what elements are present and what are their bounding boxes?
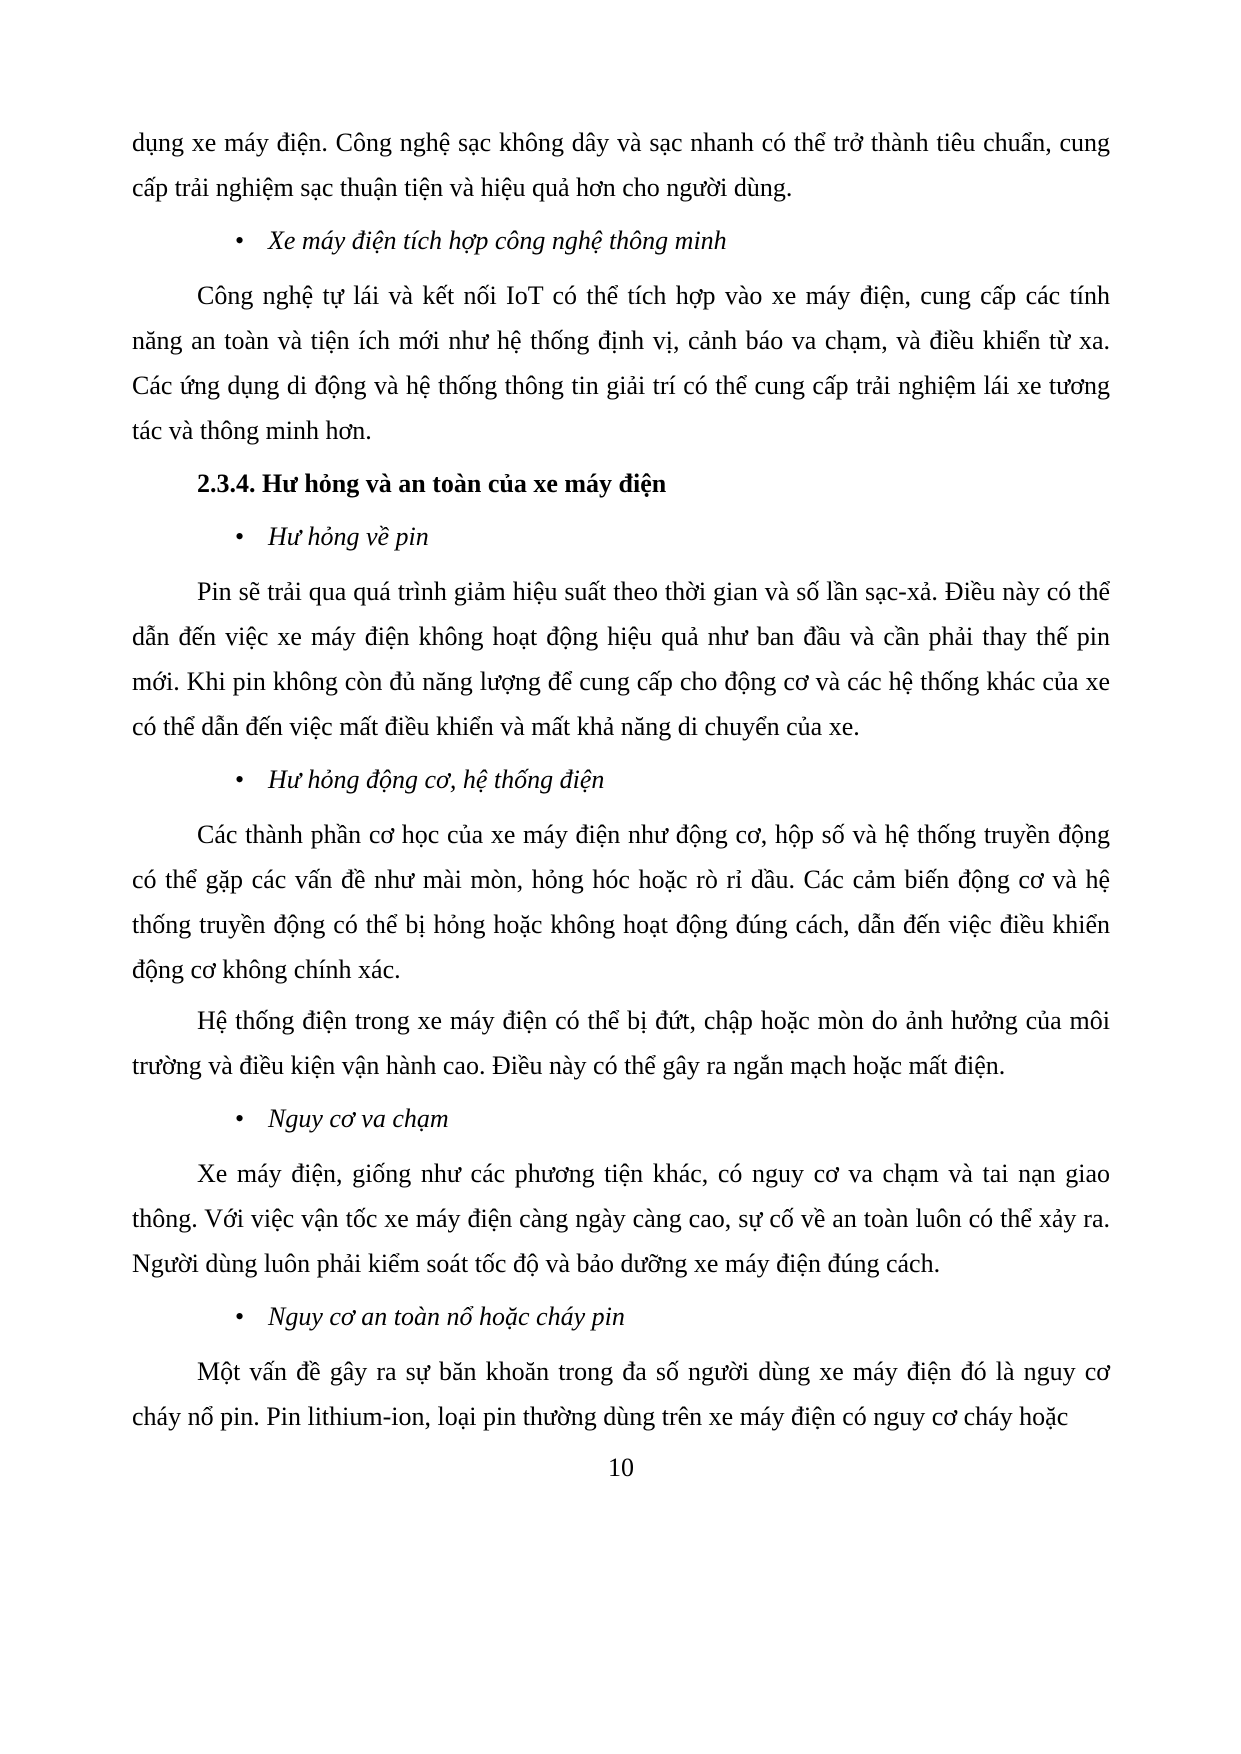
bullet-label: Nguy cơ an toàn nổ hoặc cháy pin	[268, 1302, 625, 1331]
paragraph: Hệ thống điện trong xe máy điện có thể bị đứt, chập hoặc mòn do ảnh hưởng của môi trường và điều kiện vận hành cao. Điều này có thể gây ra ngắn mạch hoặc mất điện.	[132, 1006, 1110, 1080]
bullet-item	[235, 218, 1110, 263]
paragraph: dụng xe máy điện. Công nghệ sạc không dây và sạc nhanh có thể trở thành tiêu chuẩn, cung cấp trải nghiệm sạc thuận tiện và hiệu quả hơn cho người dùng.	[132, 128, 1110, 202]
page-number: 10	[608, 1453, 634, 1482]
bullet-item	[235, 514, 1110, 559]
section-heading: 2.3.4. Hư hỏng và an toàn của xe máy điện	[197, 469, 667, 498]
bullet-icon: •	[235, 226, 245, 255]
paragraph: Pin sẽ trải qua quá trình giảm hiệu suất theo thời gian và số lần sạc-xả. Điều này có thể dẫn đến việc xe máy điện không hoạt động hiệu quả như ban đầu và cần phải thay thế pin mới. Khi pin không còn đủ năng lượng để cung cấp cho động cơ và các hệ thống khác của xe có thể dẫn đến việc mất điều khiển và mất khả năng di chuyển của xe.	[132, 577, 1110, 741]
bullet-label: Nguy cơ va chạm	[268, 1104, 449, 1133]
bullet-label: Hư hỏng về pin	[268, 522, 429, 551]
bullet-icon: •	[235, 765, 245, 794]
bullet-icon: •	[235, 522, 245, 551]
paragraph: Xe máy điện, giống như các phương tiện khác, có nguy cơ va chạm và tai nạn giao thông. Với việc vận tốc xe máy điện càng ngày càng cao, sự cố về an toàn luôn có thể xảy ra. Người dùng luôn phải kiểm soát tốc độ và bảo dưỡng xe máy điện đúng cách.	[132, 1159, 1110, 1278]
paragraph: Một vấn đề gây ra sự băn khoăn trong đa số người dùng xe máy điện đó là nguy cơ cháy nổ pin. Pin lithium-ion, loại pin thường dùng trên xe máy điện có nguy cơ cháy hoặc	[132, 1357, 1110, 1431]
bullet-label: Hư hỏng động cơ, hệ thống điện	[268, 765, 605, 794]
bullet-icon: •	[235, 1104, 245, 1133]
bullet-icon: •	[235, 1302, 245, 1331]
bullet-item	[235, 1096, 1110, 1141]
paragraph: Công nghệ tự lái và kết nối IoT có thể tích hợp vào xe máy điện, cung cấp các tính năng an toàn và tiện ích mới như hệ thống định vị, cảnh báo va chạm, và điều khiển từ xa. Các ứng dụng di động và hệ thống thông tin giải trí có thể cung cấp trải nghiệm lái xe tương tác và thông minh hơn.	[132, 281, 1110, 445]
bullet-label: Xe máy điện tích hợp công nghệ thông minh	[268, 226, 727, 255]
bullet-item	[235, 1294, 1110, 1339]
bullet-item	[235, 757, 1110, 802]
paragraph: Các thành phần cơ học của xe máy điện như động cơ, hộp số và hệ thống truyền động có thể gặp các vấn đề như mài mòn, hỏng hóc hoặc rò rỉ dầu. Các cảm biến động cơ và hệ thống truyền động có thể bị hỏng hoặc không hoạt động đúng cách, dẫn đến việc điều khiển động cơ không chính xác.	[132, 820, 1110, 984]
